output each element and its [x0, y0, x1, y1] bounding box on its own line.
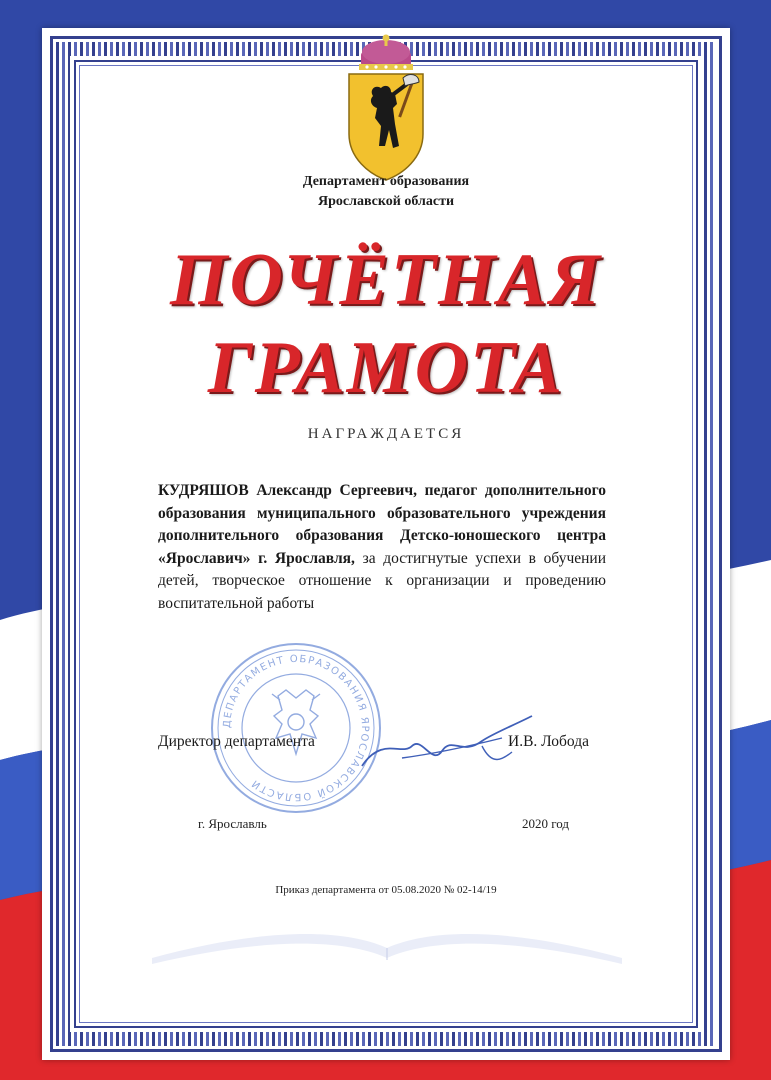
open-book-watermark-icon: [142, 888, 632, 968]
award-reason: за достигнутые успехи в обучении детей, творческое отношение к организации и проведению воспитательной работы: [158, 549, 607, 612]
awarded-label: НАГРАЖДАЕТСЯ: [307, 426, 465, 442]
order-reference: Приказ департамента от 05.08.2020 № 02-14/19: [275, 884, 497, 896]
certificate-sheet: [42, 28, 730, 1060]
department-line-2: Ярославской области: [317, 194, 455, 209]
recipient-text: [158, 480, 606, 616]
signatory-role: Директор департамента: [158, 733, 315, 750]
certificate-title-line-2: ГРАМОТА: [208, 327, 564, 409]
issue-place: г. Ярославль: [198, 816, 267, 831]
certificate-title-line-1: ПОЧЁТНАЯ: [170, 239, 602, 321]
department-line-1: Департамент образования: [302, 174, 470, 189]
stamp-text: ДЕПАРТАМЕНТ ОБРАЗОВАНИЯ ЯРОСЛАВСКОЙ ОБЛАСТИ: [221, 653, 371, 803]
issue-year: 2020 год: [522, 816, 569, 831]
department-name: [42, 172, 730, 212]
recipient-name: КУДРЯШОВ Александр Сергеевич,: [158, 482, 417, 499]
signatory-name: И.В. Лобода: [508, 733, 589, 750]
coat-of-arms-icon: [343, 34, 429, 182]
crown-icon: [359, 35, 413, 71]
recipient-position: педагог дополнительного образования муниципального образовательного учреждения дополнительного образования Детско-юношеского центра «Ярославич» г. Ярославля,: [158, 482, 606, 567]
